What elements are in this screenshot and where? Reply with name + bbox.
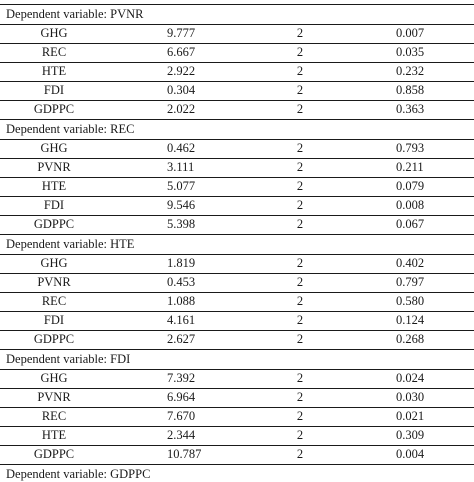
cell-variable: GDPPC xyxy=(33,332,75,346)
table-row xyxy=(0,407,474,426)
cell-statistic: 10.787 xyxy=(167,447,202,461)
cell-p-value: 0.268 xyxy=(396,332,425,346)
cell-statistic: 2.022 xyxy=(167,102,196,116)
cell-p-value: 0.004 xyxy=(396,447,425,461)
table-row xyxy=(0,445,474,464)
cell-p-value: 0.124 xyxy=(396,313,425,327)
cell-p-value: 0.007 xyxy=(396,26,425,40)
table-row xyxy=(0,139,474,158)
cell-p-value: 0.797 xyxy=(396,275,425,289)
table-row xyxy=(0,158,474,177)
cell-variable: PVNR xyxy=(37,160,71,174)
table-row xyxy=(0,177,474,196)
section-header: Dependent variable: FDI xyxy=(6,352,131,366)
cell-statistic: 7.670 xyxy=(167,409,196,423)
table-row xyxy=(0,273,474,292)
section-header: Dependent variable: HTE xyxy=(6,237,135,251)
table-row xyxy=(0,215,474,234)
cell-variable: REC xyxy=(41,294,67,308)
cell-df: 2 xyxy=(296,371,304,385)
cell-df: 2 xyxy=(296,45,304,59)
cell-statistic: 2.627 xyxy=(167,332,196,346)
table-rule xyxy=(0,234,474,235)
cell-df: 2 xyxy=(296,409,304,423)
cell-variable: REC xyxy=(41,45,67,59)
cell-statistic: 9.777 xyxy=(167,26,196,40)
cell-p-value: 0.309 xyxy=(396,428,425,442)
cell-variable: GDPPC xyxy=(33,447,75,461)
table-row xyxy=(0,388,474,407)
cell-df: 2 xyxy=(296,179,304,193)
cell-df: 2 xyxy=(296,275,304,289)
table-rule xyxy=(0,119,474,120)
cell-variable: GHG xyxy=(40,26,68,40)
cell-statistic: 6.964 xyxy=(167,390,196,404)
cell-p-value: 0.024 xyxy=(396,371,425,385)
cell-p-value: 0.067 xyxy=(396,217,425,231)
table-row xyxy=(0,292,474,311)
cell-df: 2 xyxy=(296,313,304,327)
table-row xyxy=(0,369,474,388)
cell-statistic: 0.453 xyxy=(167,275,196,289)
table-row xyxy=(0,81,474,100)
cell-df: 2 xyxy=(296,26,304,40)
cell-variable: GHG xyxy=(40,256,68,270)
cell-df: 2 xyxy=(296,64,304,78)
cell-df: 2 xyxy=(296,160,304,174)
cell-p-value: 0.079 xyxy=(396,179,425,193)
cell-variable: REC xyxy=(41,409,67,423)
cell-variable: GHG xyxy=(40,371,68,385)
table-row xyxy=(0,330,474,349)
cell-p-value: 0.363 xyxy=(396,102,425,116)
cell-p-value: 0.580 xyxy=(396,294,425,308)
cell-df: 2 xyxy=(296,217,304,231)
cell-variable: FDI xyxy=(43,83,65,97)
cell-df: 2 xyxy=(296,294,304,308)
section-header: Dependent variable: GDPPC xyxy=(6,467,151,481)
cell-variable: GHG xyxy=(40,141,68,155)
cell-variable: HTE xyxy=(41,428,67,442)
cell-p-value: 0.008 xyxy=(396,198,425,212)
cell-p-value: 0.021 xyxy=(396,409,425,423)
cell-p-value: 0.858 xyxy=(396,83,425,97)
cell-statistic: 2.344 xyxy=(167,428,196,442)
cell-variable: FDI xyxy=(43,313,65,327)
cell-variable: GDPPC xyxy=(33,102,75,116)
cell-p-value: 0.211 xyxy=(396,160,424,174)
cell-statistic: 9.546 xyxy=(167,198,196,212)
table-row xyxy=(0,311,474,330)
cell-statistic: 5.398 xyxy=(167,217,196,231)
table-row xyxy=(0,254,474,273)
cell-df: 2 xyxy=(296,447,304,461)
table-row xyxy=(0,426,474,445)
cell-df: 2 xyxy=(296,332,304,346)
cell-statistic: 0.462 xyxy=(167,141,196,155)
cell-df: 2 xyxy=(296,83,304,97)
cell-variable: HTE xyxy=(41,64,67,78)
section-header: Dependent variable: PVNR xyxy=(6,7,144,21)
cell-variable: HTE xyxy=(41,179,67,193)
cell-df: 2 xyxy=(296,390,304,404)
cell-df: 2 xyxy=(296,256,304,270)
cell-statistic: 4.161 xyxy=(167,313,196,327)
cell-statistic: 3.111 xyxy=(167,160,195,174)
table-row xyxy=(0,24,474,43)
cell-statistic: 2.922 xyxy=(167,64,196,78)
cell-statistic: 6.667 xyxy=(167,45,196,59)
table-row xyxy=(0,196,474,215)
table-rule xyxy=(0,464,474,465)
cell-statistic: 7.392 xyxy=(167,371,196,385)
cell-statistic: 1.088 xyxy=(167,294,196,308)
table-row xyxy=(0,100,474,119)
cell-df: 2 xyxy=(296,102,304,116)
table-rule xyxy=(0,349,474,350)
section-header: Dependent variable: REC xyxy=(6,122,135,136)
cell-variable: FDI xyxy=(43,198,65,212)
cell-p-value: 0.232 xyxy=(396,64,425,78)
cell-df: 2 xyxy=(296,141,304,155)
cell-p-value: 0.030 xyxy=(396,390,425,404)
cell-df: 2 xyxy=(296,198,304,212)
cell-variable: GDPPC xyxy=(33,217,75,231)
cell-p-value: 0.035 xyxy=(396,45,425,59)
cell-statistic: 5.077 xyxy=(167,179,196,193)
cell-variable: PVNR xyxy=(37,275,71,289)
cell-p-value: 0.793 xyxy=(396,141,425,155)
cell-variable: PVNR xyxy=(37,390,71,404)
cell-df: 2 xyxy=(296,428,304,442)
table-rule xyxy=(0,4,474,5)
cell-p-value: 0.402 xyxy=(396,256,425,270)
table-row xyxy=(0,62,474,81)
cell-statistic: 0.304 xyxy=(167,83,196,97)
table-row xyxy=(0,43,474,62)
cell-statistic: 1.819 xyxy=(167,256,196,270)
